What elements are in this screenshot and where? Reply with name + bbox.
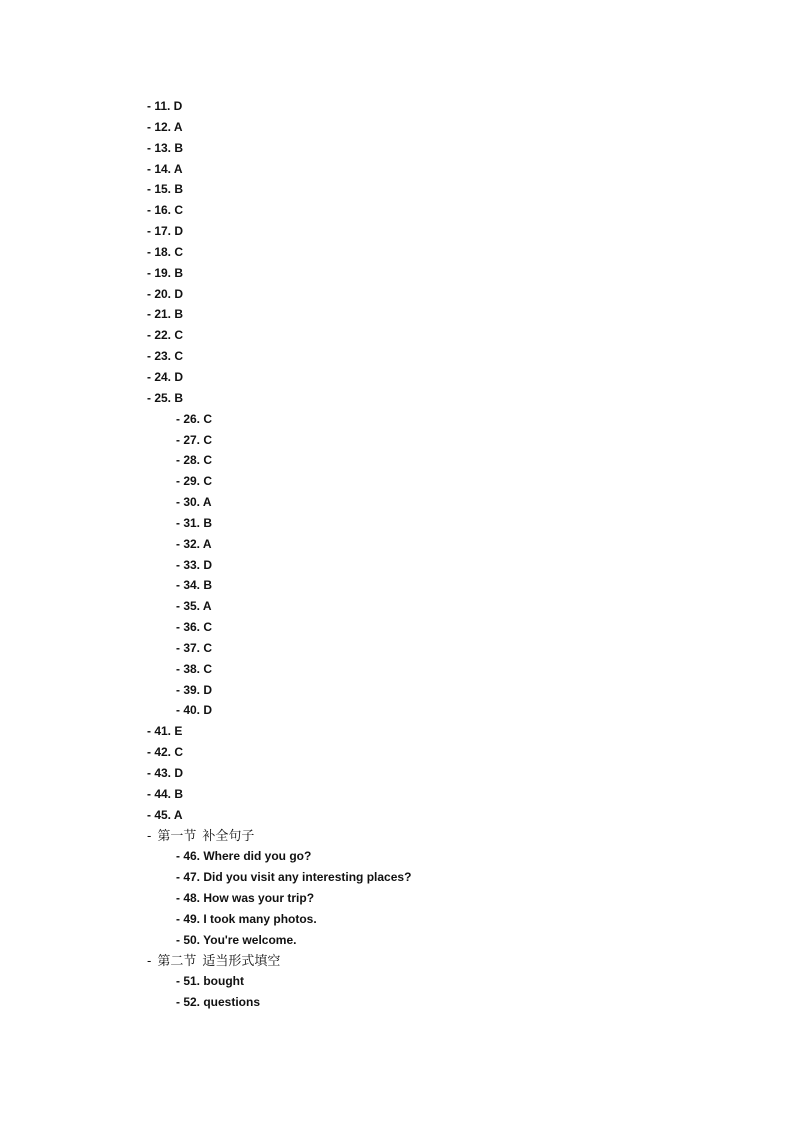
- answer-key-page: [0, 96, 794, 1013]
- answer-item: - 20. D: [147, 286, 184, 301]
- answer-item: - 28. C: [176, 453, 213, 468]
- answer-item: - 38. C: [176, 661, 213, 676]
- answer-item: - 31. B: [176, 515, 213, 530]
- section-title: 补全句子: [202, 827, 255, 843]
- answer-item: - 50. You're welcome.: [176, 932, 297, 947]
- answer-item: - 26. C: [176, 411, 213, 426]
- answer-item: - 11. D: [147, 99, 183, 113]
- answer-item: - 51. bought: [176, 974, 244, 989]
- section-part-label: 第一节: [157, 827, 197, 843]
- answer-item: - 25. B: [147, 390, 184, 405]
- answer-item: - 49. I took many photos.: [176, 911, 317, 926]
- answer-item: - 15. B: [147, 182, 184, 197]
- answer-item: - 48. How was your trip?: [176, 891, 315, 906]
- answer-item: - 17. D: [147, 224, 184, 239]
- answer-item: - 37. C: [176, 640, 213, 655]
- answer-item: - 41. E: [147, 724, 183, 739]
- answer-item: - 47. Did you visit any interesting places?: [176, 870, 412, 885]
- answer-item: - 27. C: [176, 432, 213, 447]
- answer-item: - 34. B: [176, 578, 213, 593]
- section-heading: [0, 826, 794, 847]
- answer-item: - 42. C: [147, 745, 184, 760]
- section-part-label: 第二节: [157, 952, 197, 968]
- answer-item: - 45. A: [147, 807, 183, 822]
- section-heading: [0, 951, 794, 972]
- answer-item: - 33. D: [176, 557, 213, 572]
- answer-item: - 30. A: [176, 495, 212, 510]
- answer-item: - 35. A: [176, 599, 212, 614]
- section-title: 适当形式填空: [202, 952, 281, 968]
- answer-item: - 23. C: [147, 349, 184, 364]
- answer-item: - 44. B: [147, 786, 184, 801]
- answer-item: - 36. C: [176, 620, 213, 635]
- answer-item: - 24. D: [147, 369, 184, 384]
- answer-item: - 19. B: [147, 265, 184, 280]
- answer-item: - 12. A: [147, 119, 183, 134]
- section-dash: -: [147, 952, 152, 968]
- answer-item: - 21. B: [147, 307, 184, 322]
- answer-item: - 46. Where did you go?: [176, 849, 312, 864]
- answer-item: - 39. D: [176, 682, 213, 697]
- answer-item: - 14. A: [147, 161, 183, 176]
- section-dash: -: [147, 827, 152, 843]
- answer-item: - 40. D: [176, 703, 213, 718]
- answer-item: - 16. C: [147, 203, 184, 218]
- answer-item: - 29. C: [176, 474, 213, 489]
- answer-item: - 32. A: [176, 536, 212, 551]
- answer-item: - 52. questions: [176, 995, 261, 1010]
- answer-item: - 13. B: [147, 140, 184, 155]
- answer-item: - 18. C: [147, 244, 184, 259]
- answer-item: - 43. D: [147, 766, 184, 780]
- answer-item: - 22. C: [147, 328, 184, 343]
